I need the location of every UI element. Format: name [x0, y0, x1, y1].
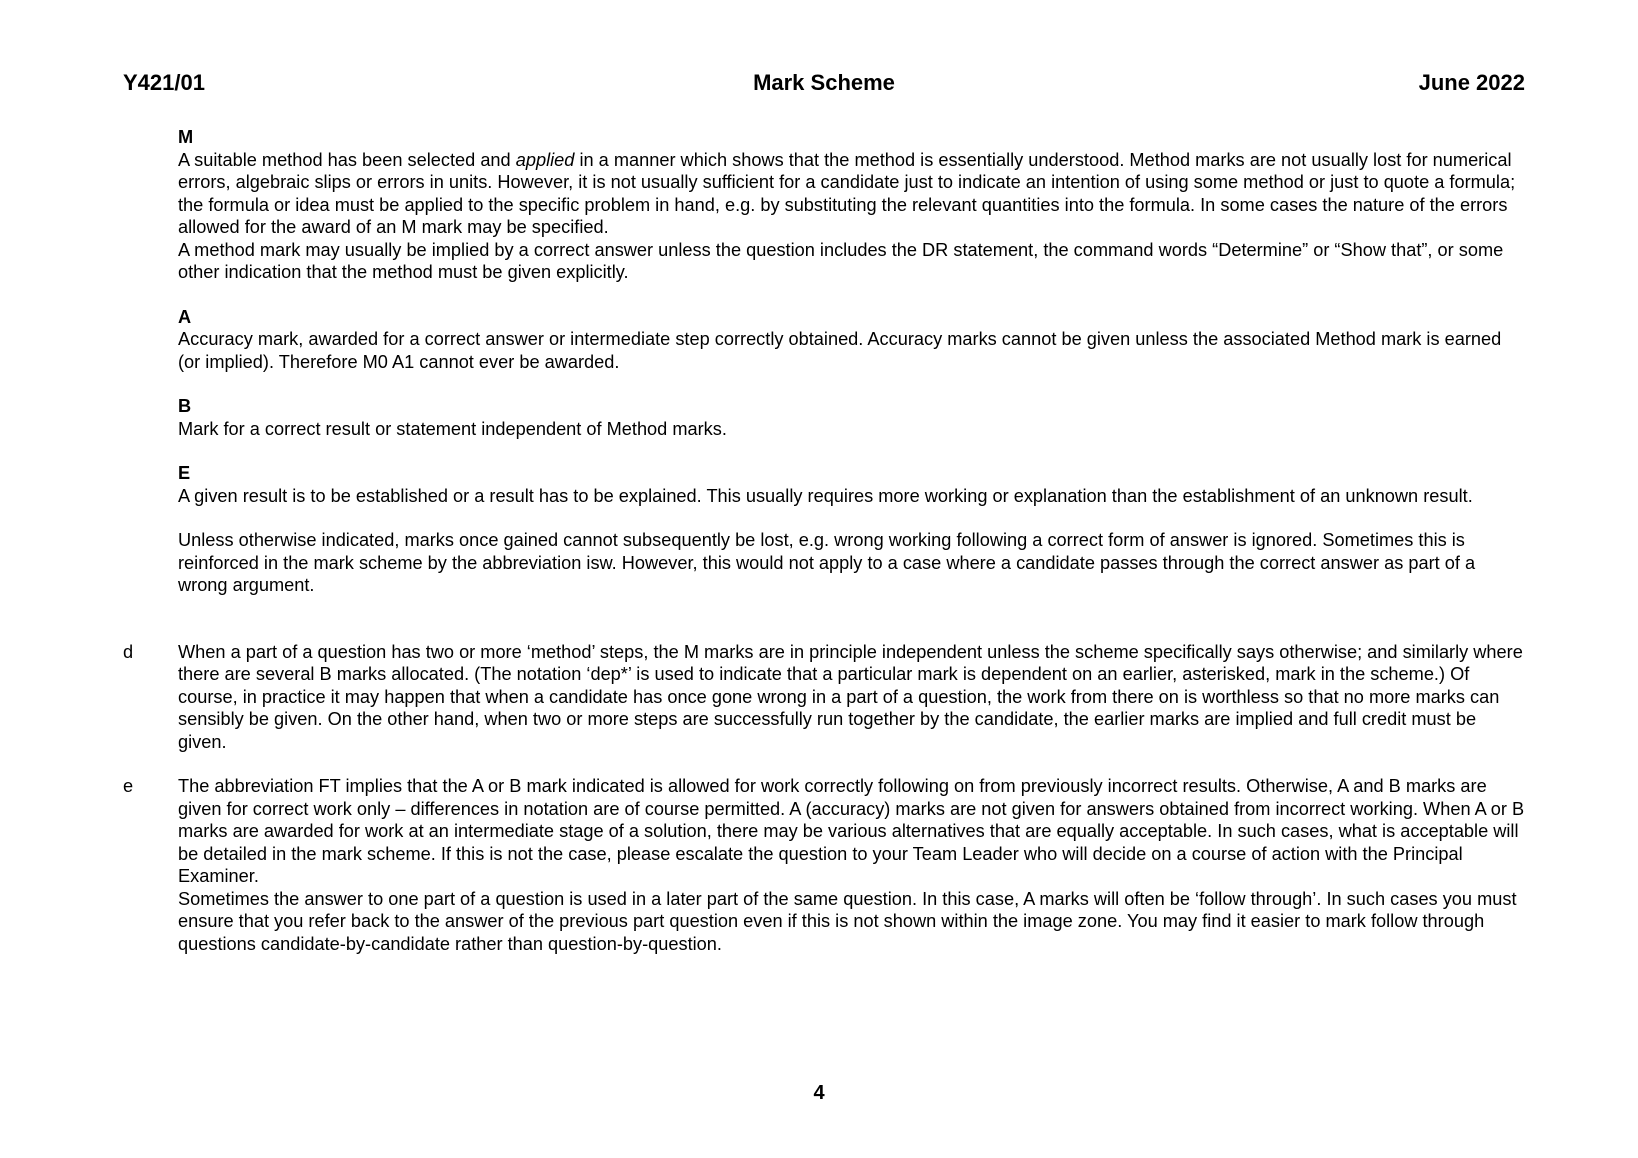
exam-session: June 2022: [1418, 70, 1525, 95]
section-m: [178, 126, 1525, 284]
section-e: [178, 462, 1525, 507]
paper-code: Y421/01: [123, 70, 205, 95]
guidance-item-e: [123, 775, 1525, 955]
term-e: E: [178, 463, 191, 483]
item-e-text: The abbreviation FT implies that the A or B mark indicated is allowed for work correctly following on from previously incorrect results. Otherwise, A and B marks are given for correct work only – differences in notation are of course permitted. A (accuracy) marks are not given for answers obtained from incorrect working. When A or B marks are awarded for work at an intermediate stage of a solution, there may be various alternatives that are equally acceptable. In such cases, what is acceptable will be detailed in the mark scheme. If this is not the case, please escalate the question to your Team Leader who will decide on a course of action with the Principal Examiner.: [178, 776, 1525, 886]
mark-scheme-body: [123, 126, 1525, 955]
item-label-e: e: [123, 776, 134, 796]
term-m: M: [178, 127, 194, 147]
term-e-definition: A given result is to be established or a result has to be explained. This usually requires more working or explanation than the establishment of an unknown result.: [178, 485, 1473, 506]
page-number: 4: [813, 1082, 825, 1104]
term-a-definition: Accuracy mark, awarded for a correct answer or intermediate step correctly obtained. Accuracy marks cannot be given unless the associated Method mark is earned (or implied). Therefore M0 A1 cannot ever be awarded.: [178, 329, 1502, 372]
section-b: [178, 395, 1525, 440]
section-unless: [178, 529, 1525, 597]
document-title: Mark Scheme: [753, 70, 895, 95]
term-m-definition: A suitable method has been selected and applied in a manner which shows that the method is essentially understood. Method marks are not usually lost for numerical errors, algebraic slips or errors in units. However, it is not usually sufficient for a candidate just to indicate an intention of using some method or just to quote a formula; the formula or idea must be applied to the specific problem in hand, e.g. by substituting the relevant quantities into the formula. In some cases the nature of the errors allowed for the award of an M mark may be specified.: [178, 149, 1516, 237]
term-m-implied-note: A method mark may usually be implied by a correct answer unless the question includes the DR statement, the command words “Determine” or “Show that”, or some other indication that the method must be given explicitly.: [178, 239, 1504, 282]
page-header: [123, 70, 1525, 100]
section-a: [178, 306, 1525, 374]
guidance-item-d: [123, 641, 1525, 754]
term-a: A: [178, 306, 192, 327]
unless-paragraph: Unless otherwise indicated, marks once gained cannot subsequently be lost, e.g. wrong working following a correct form of answer is ignored. Sometimes this is reinforced in the mark scheme by the abbreviation isw. However, this would not apply to a case where a candidate passes through the correct answer as part of a wrong argument.: [178, 530, 1476, 595]
term-b: B: [178, 396, 192, 416]
item-label-d: d: [123, 641, 134, 662]
term-b-definition: Mark for a correct result or statement independent of Method marks.: [178, 418, 727, 439]
item-e-followthrough: Sometimes the answer to one part of a question is used in a later part of the same question. In this case, A marks will often be ‘follow through’. In such cases you must ensure that you refer back to the answer of the previous part question even if this is not shown within the image zone. You may find it easier to mark follow through questions candidate-by-candidate rather than question-by-question.: [178, 888, 1517, 954]
item-d-text: When a part of a question has two or more ‘method’ steps, the M marks are in principle independent unless the scheme specifically says otherwise; and similarly where there are several B marks allocated. (The notation ‘dep*’ is used to indicate that a particular mark is dependent on an earlier, asterisked, mark in the scheme.) Of course, in practice it may happen that when a candidate has once gone wrong in a part of a question, the work from there on is worthless so that no more marks can sensibly be given. On the other hand, when two or more steps are successfully run together by the candidate, the earlier marks are implied and full credit must be given.: [178, 641, 1523, 752]
